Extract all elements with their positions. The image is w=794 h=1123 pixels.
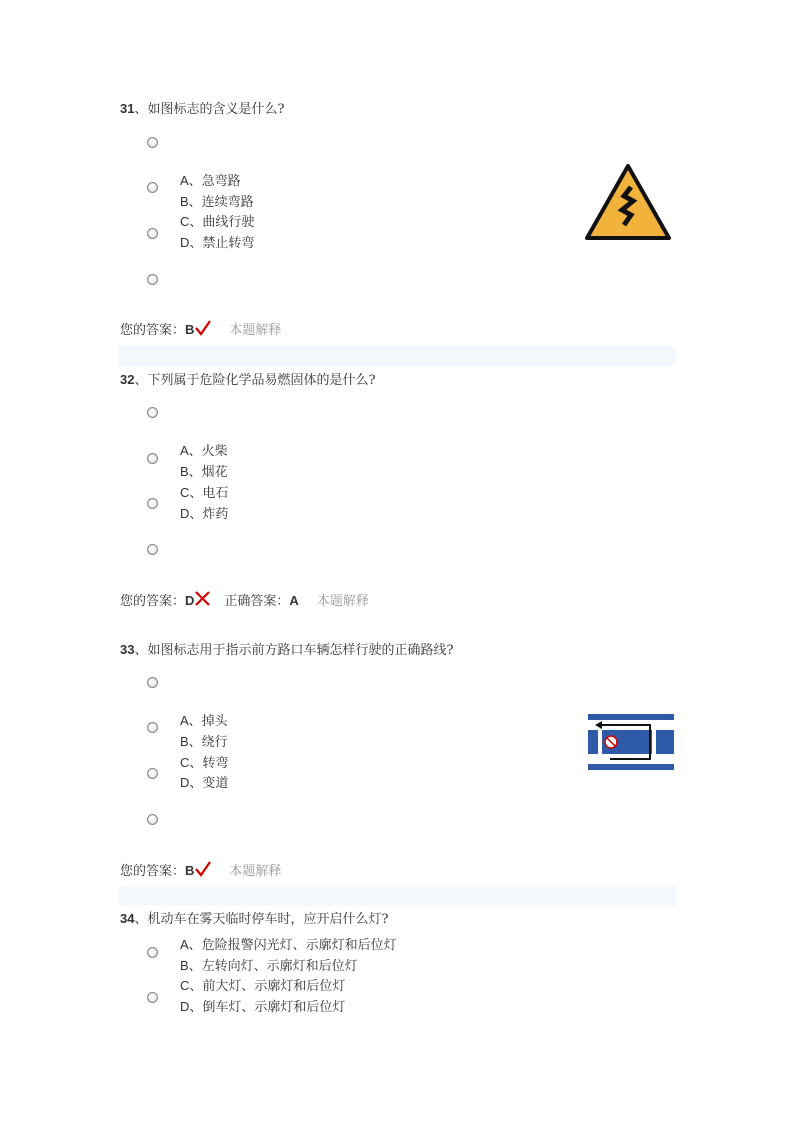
answer-label: 您的答案： xyxy=(120,323,186,338)
separator xyxy=(118,886,676,906)
option-a: A、掉头 xyxy=(180,713,228,729)
question-31-title xyxy=(120,98,284,117)
option-d: D、变道 xyxy=(180,775,229,791)
your-answer: B xyxy=(185,863,195,878)
radio-option-b[interactable] xyxy=(147,992,158,1003)
option-b: B、连续弯路 xyxy=(180,194,254,210)
option-a: A、急弯路 xyxy=(180,173,241,189)
question-number: 34 xyxy=(120,911,135,926)
option-d: D、倒车灯、示廓灯和后位灯 xyxy=(180,999,346,1015)
radio-option-a[interactable] xyxy=(147,947,158,958)
option-c: C、曲线行驶 xyxy=(180,214,255,230)
question-number: 32 xyxy=(120,372,135,387)
option-b: B、左转向灯、示廓灯和后位灯 xyxy=(180,958,358,974)
radio-option-c[interactable] xyxy=(147,228,158,239)
radio-option-c[interactable] xyxy=(147,498,158,509)
correct-answer: A xyxy=(289,593,299,608)
radio-option-a[interactable] xyxy=(147,677,158,688)
option-b: B、烟花 xyxy=(180,464,228,480)
radio-option-c[interactable] xyxy=(147,768,158,779)
question-text: 、机动车在雾天临时停车时，应开启什么灯? xyxy=(134,912,389,927)
option-a: A、火柴 xyxy=(180,443,228,459)
separator xyxy=(118,346,676,366)
your-answer: D xyxy=(185,593,195,608)
option-c: C、电石 xyxy=(180,485,229,501)
correct-answer-label: 正确答案： xyxy=(224,594,290,609)
option-c: C、转弯 xyxy=(180,755,229,771)
option-d: D、禁止转弯 xyxy=(180,235,255,251)
option-a: A、危险报警闪光灯、示廓灯和后位灯 xyxy=(180,937,397,953)
radio-option-a[interactable] xyxy=(147,137,158,148)
option-c: C、前大灯、示廓灯和后位灯 xyxy=(180,978,346,994)
explain-link[interactable]: 本题解释 xyxy=(229,864,282,879)
radio-option-d[interactable] xyxy=(147,274,158,285)
check-icon xyxy=(195,861,211,877)
question-32-title xyxy=(120,369,375,388)
cross-icon xyxy=(195,591,210,606)
answer-row-32 xyxy=(120,591,369,611)
option-d: D、炸药 xyxy=(180,506,229,522)
explain-link[interactable]: 本题解释 xyxy=(316,594,369,609)
question-33-title xyxy=(120,639,453,658)
radio-option-b[interactable] xyxy=(147,722,158,733)
continuous-curve-warning-sign-icon xyxy=(584,163,672,241)
radio-option-d[interactable] xyxy=(147,814,158,825)
your-answer: B xyxy=(185,322,195,337)
check-icon xyxy=(195,320,211,336)
answer-label: 您的答案： xyxy=(120,864,186,879)
radio-option-d[interactable] xyxy=(147,544,158,555)
question-number: 33 xyxy=(120,642,135,657)
radio-option-b[interactable] xyxy=(147,182,158,193)
radio-option-b[interactable] xyxy=(147,453,158,464)
question-34-title xyxy=(120,908,388,927)
question-text: 、下列属于危险化学品易燃固体的是什么? xyxy=(134,373,376,388)
detour-route-sign-icon xyxy=(588,714,674,770)
answer-row-33 xyxy=(120,861,281,881)
answer-label: 您的答案： xyxy=(120,594,186,609)
answer-row-31 xyxy=(120,320,281,340)
radio-option-a[interactable] xyxy=(147,407,158,418)
question-text: 、如图标志的含义是什么? xyxy=(134,102,285,117)
explain-link[interactable]: 本题解释 xyxy=(229,323,282,338)
question-text: 、如图标志用于指示前方路口车辆怎样行驶的正确路线? xyxy=(134,643,454,658)
option-b: B、绕行 xyxy=(180,734,228,750)
question-number: 31 xyxy=(120,101,135,116)
